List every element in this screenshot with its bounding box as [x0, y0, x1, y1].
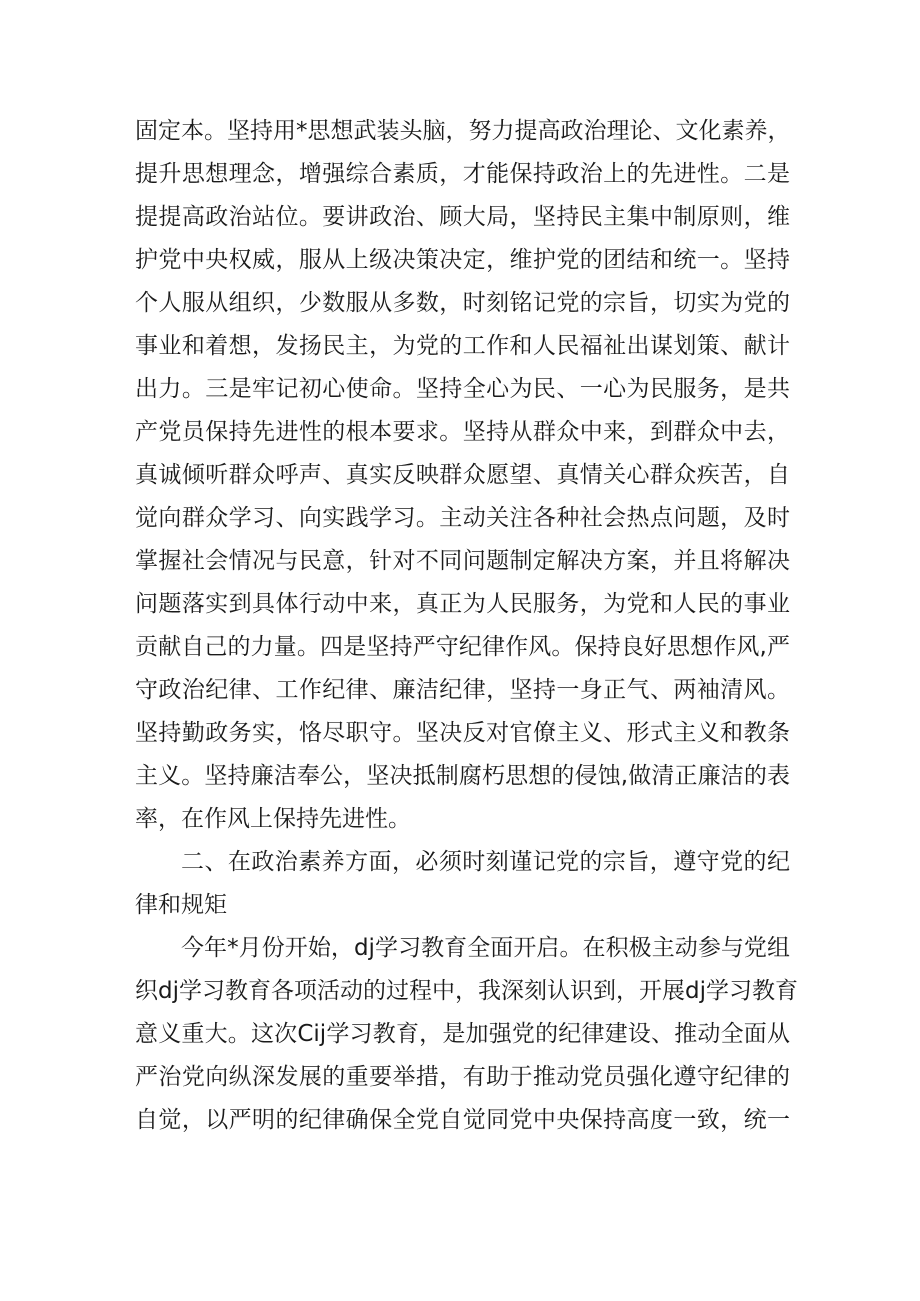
- text-line: 主义。坚持廉洁奉公，坚决抵制腐朽思想的侵蚀,做清正廉洁的表: [135, 763, 790, 789]
- text-line: 护党中央权威，服从上级决策决定，维护党的团结和统一。坚持: [135, 247, 790, 273]
- text-line: 自觉，以严明的纪律确保全党自觉同党中央保持高度一致，统一: [135, 1107, 790, 1133]
- paragraph-start-line: 今年*月份开始，dj学习教育全面开启。在积极主动参与党组: [181, 935, 790, 961]
- text-line: 严治党向纵深发展的重要举措，有助于推动党员强化遵守纪律的: [135, 1064, 790, 1090]
- section-heading-line: 二、在政治素养方面，必须时刻谨记党的宗旨，遵守党的纪: [181, 849, 790, 875]
- text-line: 贡献自己的力量。四是坚持严守纪律作风。保持良好思想作风,严: [135, 634, 790, 660]
- text-line: 坚持勤政务实，恪尽职守。坚决反对官僚主义、形式主义和教条: [135, 720, 790, 746]
- text-line: 产党员保持先进性的根本要求。坚持从群众中来，到群众中去，: [135, 419, 790, 445]
- text-line: 个人服从组织，少数服从多数，时刻铭记党的宗旨，切实为党的: [135, 290, 790, 316]
- text-line: 问题落实到具体行动中来，真正为人民服务，为党和人民的事业: [135, 591, 790, 617]
- text-line: 织dj学习教育各项活动的过程中，我深刻认识到，开展dj学习教育: [135, 978, 798, 1004]
- text-line: 觉向群众学习、向实践学习。主动关注各种社会热点问题，及时: [135, 505, 790, 531]
- body-text: [135, 110, 798, 1142]
- text-line: 提提高政治站位。要讲政治、顾大局，坚持民主集中制原则，维: [135, 204, 790, 230]
- section-heading-end-line: 律和规矩: [135, 892, 227, 918]
- paragraph-end-line: 率，在作风上保持先进性。: [135, 806, 411, 832]
- text-line: 出力。三是牢记初心使命。坚持全心为民、一心为民服务，是共: [135, 376, 790, 402]
- text-line: 意义重大。这次Cij学习教育，是加强党的纪律建设、推动全面从: [135, 1021, 790, 1047]
- text-line: 掌握社会情况与民意，针对不同问题制定解决方案，并且将解决: [135, 548, 790, 574]
- text-line: 守政治纪律、工作纪律、廉洁纪律，坚持一身正气、两袖清风。: [135, 677, 790, 703]
- text-line: 提升思想理念，增强综合素质，才能保持政治上的先进性。二是: [135, 161, 790, 187]
- text-line: 事业和着想，发扬民主，为党的工作和人民福祉出谋划策、献计: [135, 333, 790, 359]
- text-line: 固定本。坚持用*思想武装头脑，努力提高政治理论、文化素养，: [135, 118, 791, 144]
- text-line: 真诚倾听群众呼声、真实反映群众愿望、真情关心群众疾苦，自: [135, 462, 790, 488]
